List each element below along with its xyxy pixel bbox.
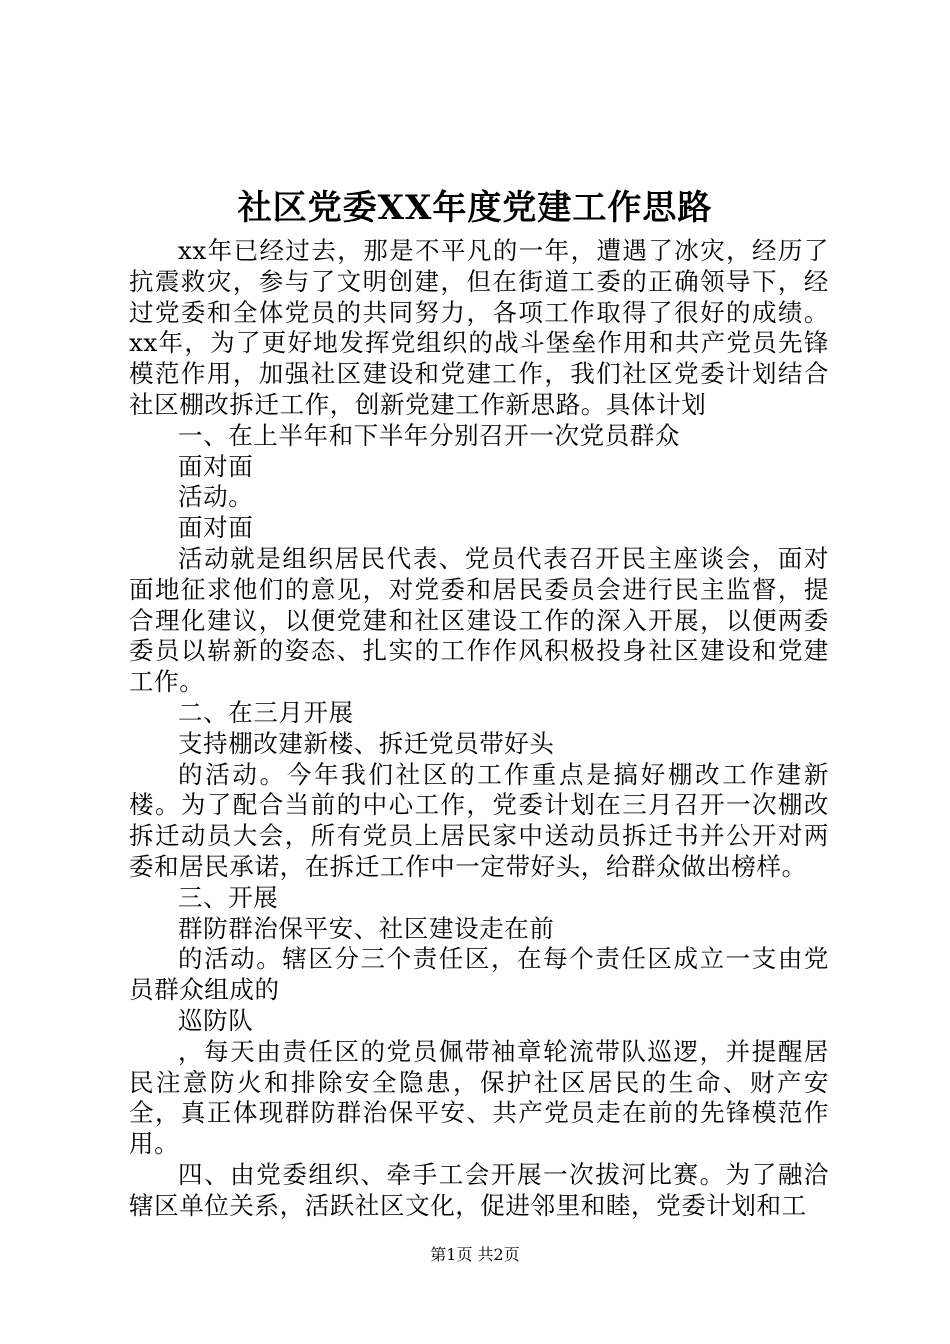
paragraph: xx年已经过去，那是不平凡的一年，遭遇了冰灾，经历了抗震救灾，参与了文明创建，但在街道工委的正确领导下，经过党委和全体党员的共同努力，各项工作取得了很好的成绩。xx年，为了更好地发挥党组织的战斗堡垒作用和共产党员先锋模范作用，加强社区建设和党建工作，我们社区党委计划结合社区棚改拆迁工作，创新党建工作新思路。具体计划 bbox=[129, 236, 829, 419]
paragraph: 的活动。今年我们社区的工作重点是搞好棚改工作建新楼。为了配合当前的中心工作，党委计划在三月召开一次棚改拆迁动员大会，所有党员上居民家中送动员拆迁书并公开对两委和居民承诺，在拆迁工作中一定带好头，给群众做出榜样。 bbox=[129, 759, 829, 881]
paragraph: 活动。 bbox=[178, 482, 254, 512]
document-body bbox=[129, 236, 829, 1222]
paragraph: 二、在三月开展 bbox=[178, 697, 354, 727]
paragraph: 一、在上半年和下半年分别召开一次党员群众 bbox=[178, 420, 680, 450]
paragraph: 面对面 bbox=[178, 513, 254, 543]
paragraph: 的活动。辖区分三个责任区，在每个责任区成立一支由党员群众组成的 bbox=[129, 944, 829, 1005]
paragraph: 群防群治保平安、社区建设走在前 bbox=[178, 913, 555, 943]
document-title: 社区党委XX年度党建工作思路 bbox=[237, 188, 713, 228]
paragraph: 支持棚改建新楼、拆迁党员带好头 bbox=[178, 728, 555, 758]
page-footer: 第1页 共2页 bbox=[430, 1245, 520, 1264]
paragraph: 活动就是组织居民代表、党员代表召开民主座谈会，面对面地征求他们的意见，对党委和居民委员会进行民主监督，提合理化建议，以便党建和社区建设工作的深入开展，以便两委委员以崭新的姿态、扎实的工作作风积极投身社区建设和党建工作。 bbox=[129, 543, 829, 697]
paragraph: 四、由党委组织、牵手工会开展一次拔河比赛。为了融洽辖区单位关系，活跃社区文化，促进邻里和睦，党委计划和工 bbox=[129, 1159, 829, 1220]
paragraph: ，每天由责任区的党员佩带袖章轮流带队巡逻，并提醒居民注意防火和排除安全隐患，保护社区居民的生命、财产安全，真正体现群防群治保平安、共产党员走在前的先锋模范作用。 bbox=[129, 1036, 829, 1159]
paragraph: 三、开展 bbox=[178, 882, 279, 912]
paragraph: 巡防队 bbox=[178, 1005, 254, 1035]
paragraph: 面对面 bbox=[178, 451, 254, 481]
